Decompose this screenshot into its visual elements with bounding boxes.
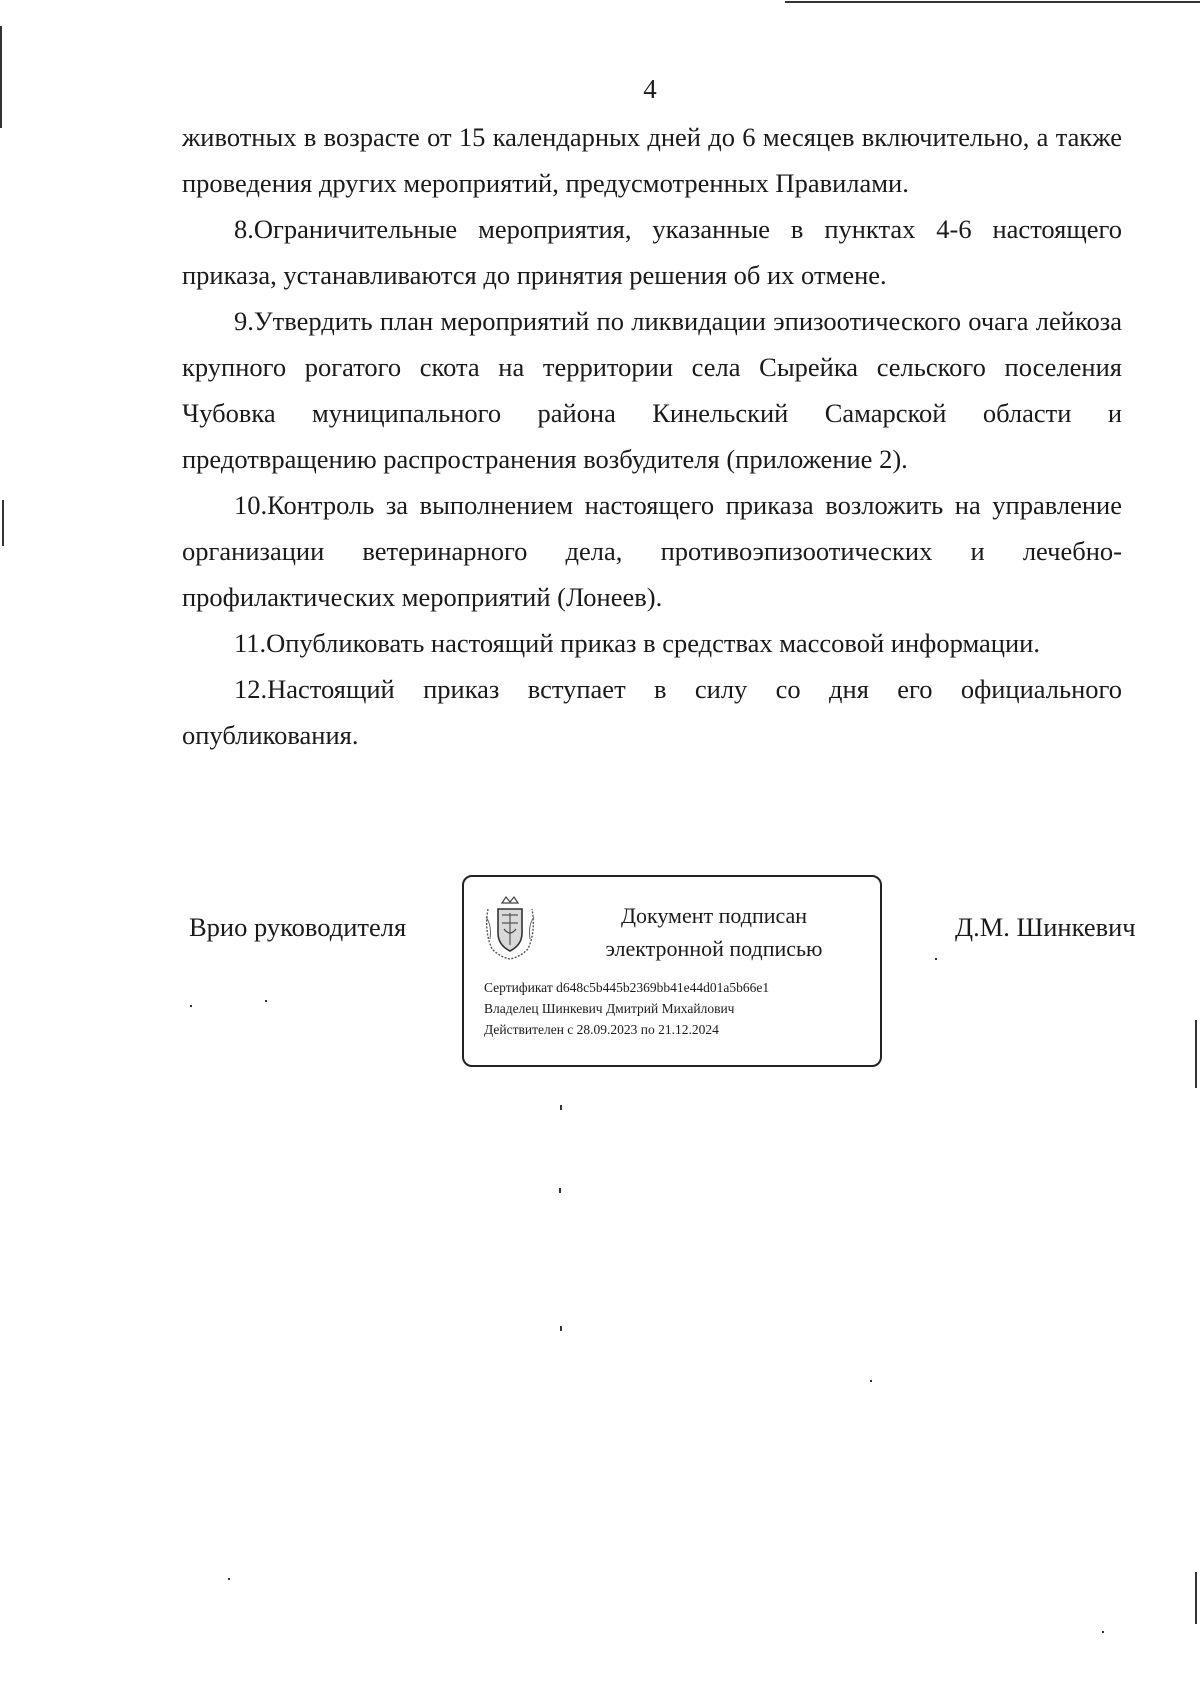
scan-edge-mark-right-2 (1195, 1572, 1197, 1624)
coat-of-arms-icon (482, 895, 538, 961)
stamp-details (484, 977, 769, 1040)
page-number: 4 (643, 74, 657, 104)
scan-dot (228, 1578, 230, 1580)
scan-dot (560, 1326, 562, 1331)
paragraph-10: 10.Контроль за выполнением настоящего приказа возложить на управление организации ветеринарного дела, противоэпизоотических и лечебно-профилактических мероприятий (Лонеев). (182, 490, 1122, 612)
scan-dot (559, 1188, 561, 1193)
scan-dot (935, 958, 937, 960)
scan-dot (190, 1005, 192, 1007)
paragraph-12: 12.Настоящий приказ вступает в силу со дня его официального опубликования. (182, 674, 1122, 750)
scan-edge-mark-left-1 (0, 26, 2, 128)
document-body (182, 114, 1122, 758)
scan-dot (870, 1380, 872, 1382)
signer-position: Врио руководителя (189, 912, 407, 942)
electronic-signature-stamp (462, 875, 882, 1067)
stamp-owner: Владелец Шинкевич Дмитрий Михайлович (484, 1001, 735, 1016)
scan-dot (560, 1105, 562, 1110)
stamp-validity: Действителен с 28.09.2023 по 21.12.2024 (484, 1022, 719, 1037)
paragraph-11: 11.Опубликовать настоящий приказ в средствах массовой информации. (234, 628, 1040, 658)
scan-edge-mark-right-1 (1195, 1020, 1197, 1088)
stamp-title-line-1: Документ подписан (620, 903, 808, 928)
scan-edge-mark-left-2 (2, 500, 4, 546)
paragraph-7-continuation: животных в возрасте от 15 календарных дней до 6 месяцев включительно, а также проведения других мероприятий, предусмотренных Правилами. (182, 122, 1122, 198)
stamp-certificate: Сертификат d648c5b445b2369bb41e44d01a5b66e1 (484, 980, 770, 995)
scan-dot (265, 1000, 267, 1002)
scan-dot (1102, 1631, 1104, 1633)
stamp-title (594, 899, 834, 965)
paragraph-8: 8.Ограничительные мероприятия, указанные в пунктах 4-6 настоящего приказа, устанавливаются до принятия решения об их отмене. (182, 214, 1122, 290)
signer-name: Д.М. Шинкевич (955, 912, 1136, 942)
scan-edge-line-top (785, 1, 1200, 3)
stamp-title-line-2: электронной подписью (605, 936, 823, 961)
paragraph-9: 9.Утвердить план мероприятий по ликвидации эпизоотического очага лейкоза крупного рогатого скота на территории села Сырейка сельского поселения Чубовка муниципального района Кинельский Самарской области и предотвращению распространения возбудителя (приложение 2). (182, 306, 1122, 474)
